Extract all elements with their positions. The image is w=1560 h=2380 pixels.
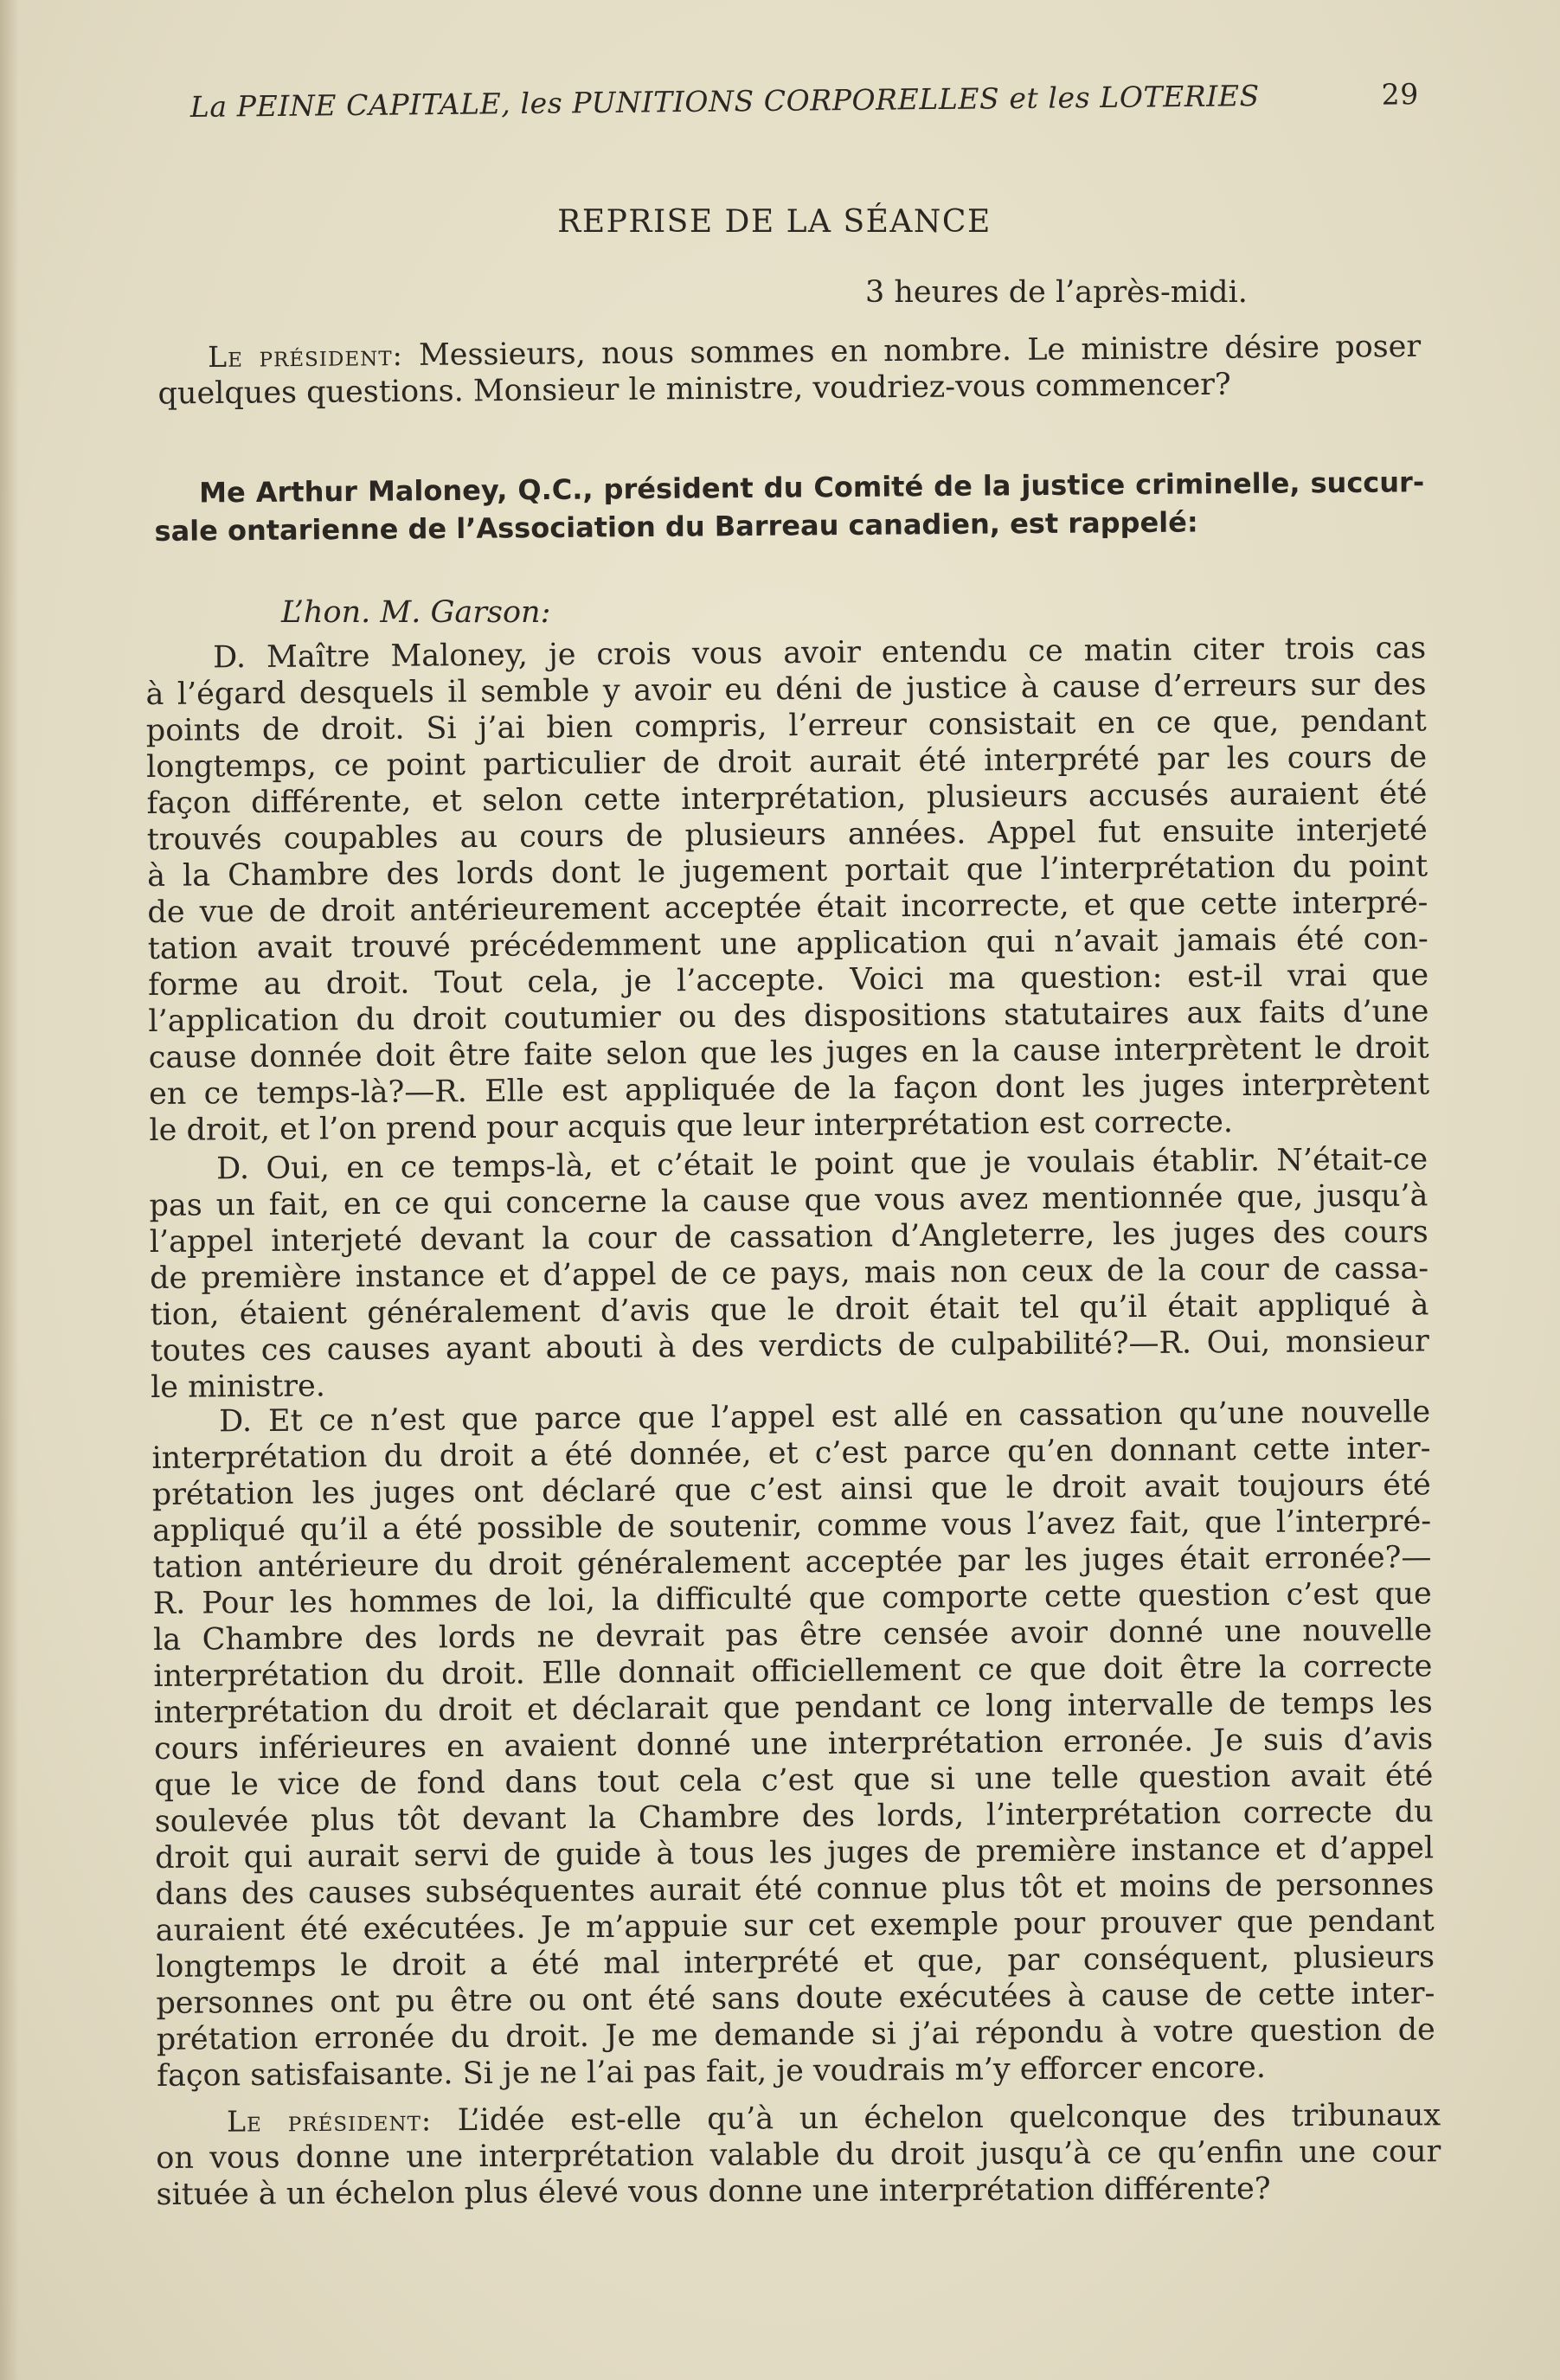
speaker-label: Le président: <box>227 2103 433 2139</box>
text-line: interprétation du droit. Elle donnait officiellement ce que doit être la correcte <box>153 1649 1433 1694</box>
text-line: D. Et ce n’est que parce que l’appel est allé en cassation qu’une nouvelle <box>219 1395 1431 1440</box>
text-line: cause donnée doit être faite selon que les juges en la cause interprètent le droit <box>148 1030 1429 1075</box>
page-edge-shadow <box>0 0 19 2380</box>
text-line: la Chambre des lords ne devrait pas être censée avoir donné une nouvelle <box>152 1613 1433 1658</box>
paragraph-3 <box>151 1394 1435 2095</box>
paragraph-2 <box>149 1141 1429 1406</box>
text-line: sale ontarienne de l’Association du Barreau canadien, est rappelé: <box>154 505 1198 548</box>
text-line: on vous donne une interprétation valable du droit jusqu’à ce qu’enfin une cour <box>156 2134 1441 2176</box>
text-line: appliqué qu’il a été possible de soutenir, comme vous l’avez fait, que l’interpré- <box>151 1504 1432 1549</box>
text-line: façon satisfaisante. Si je ne l’ai pas fait, je voudrais m’y efforcer encore. <box>156 2050 1267 2094</box>
text-line: soulevée plus tôt devant la Chambre des lords, l’interprétation correcte du <box>154 1794 1434 1839</box>
text-line: de vue de droit antérieurement acceptée était incorrecte, et que cette interpré- <box>147 885 1428 930</box>
text-line: trouvés coupables au cours de plusieurs années. Appel fut ensuite interjeté <box>146 812 1428 857</box>
text-line: l’application du droit coutumier ou des dispositions statutaires aux faits d’une <box>148 994 1429 1039</box>
text-line: façon différente, et selon cette interprétation, plusieurs accusés auraient été <box>146 776 1428 821</box>
text-line: tation avait trouvé précédemment une application qui n’avait jamais été con- <box>147 921 1428 966</box>
text-line: dans des causes subséquentes aurait été connue plus tôt et moins de personnes <box>155 1867 1435 1912</box>
text-line: Le président: Messieurs, nous sommes en nombre. Le ministre désire poser <box>208 329 1422 374</box>
text-line: à l’égard desquels il semble y avoir eu déni de justice à cause d’erreurs sur des <box>145 667 1427 712</box>
text-line: interprétation du droit a été donnée, et c’est parce qu’en donnant cette inter- <box>151 1431 1431 1476</box>
text-line: de première instance et d’appel de ce pays, mais non ceux de la cour de cassa- <box>149 1251 1429 1296</box>
text-line: prétation les juges ont déclaré que c’est ainsi que le droit avait toujours été <box>151 1467 1431 1512</box>
text-line: Me Arthur Maloney, Q.C., président du Comité de la justice criminelle, succur- <box>199 465 1425 510</box>
text-line: que le vice de fond dans tout cela c’est que si une telle question avait été <box>154 1758 1434 1803</box>
text-line: D. Oui, en ce temps-là, et c’était le point que je voulais établir. N’était-ce <box>216 1142 1428 1187</box>
text-line: personnes ont pu être ou ont été sans doute exécutées à cause de cette inter- <box>156 1976 1435 2021</box>
text-line: tion, étaient généralement d’avis que le droit était tel qu’il était appliqué à <box>150 1287 1429 1332</box>
paragraph-1 <box>145 630 1430 1149</box>
text-line: le droit, et l’on prend pour acquis que leur interprétation est correcte. <box>149 1105 1234 1148</box>
text-line: Le président: L’idée est-elle qu’à un échelon quelconque des tribunaux <box>227 2098 1441 2139</box>
text-line: longtemps le droit a été mal interprété et que, par conséquent, plusieurs <box>155 1940 1435 1985</box>
text-line: quelques questions. Monsieur le ministre, voudriez-vous commencer? <box>157 367 1231 412</box>
page-number: 29 <box>1381 77 1420 112</box>
text-line: toutes ces causes ayant abouti à des verdicts de culpabilité?—R. Oui, monsieur <box>150 1324 1429 1369</box>
speaker-name: L’hon. M. Garson: <box>281 595 551 630</box>
text-line: points de droit. Si j’ai bien compris, l’erreur consistait en ce que, pendant <box>145 703 1427 748</box>
text-line: forme au droit. Tout cela, je l’accepte. Voici ma question: est-il vrai que <box>147 958 1429 1003</box>
text-line: tation antérieure du droit généralement acceptée par les juges était erronée?— <box>152 1540 1432 1585</box>
section-heading: REPRISE DE LA SÉANCE <box>557 204 992 240</box>
text-line: D. Maître Maloney, je crois vous avoir entendu ce matin citer trois cas <box>213 631 1427 676</box>
president-intro <box>157 329 1422 412</box>
text-line: interprétation du droit et déclarait que pendant ce long intervalle de temps les <box>153 1685 1433 1730</box>
text-line: le ministre. <box>150 1369 326 1405</box>
president-question <box>156 2097 1441 2213</box>
running-head-title: La PEINE CAPITALE, les PUNITIONS CORPORELLES et les LOTERIES <box>189 79 1260 124</box>
text-line: longtemps, ce point particulier de droit aurait été interprété par les cours de <box>145 740 1428 785</box>
text-line: prétation erronée du droit. Je me demande si j’ai répondu à votre question de <box>156 2012 1435 2057</box>
speaker-label: Le président: <box>208 338 403 374</box>
text-line: pas un fait, en ce qui concerne la cause que vous avez mentionnée que, jusqu’à <box>149 1178 1428 1223</box>
text-line: située à un échelon plus élevé vous donne une interprétation différente? <box>156 2172 1271 2212</box>
witness-recalled-note <box>154 463 1425 550</box>
text-line: droit qui aurait servi de guide à tous les juges de première instance et d’appel <box>154 1831 1435 1876</box>
running-head <box>190 77 1420 142</box>
text-line: auraient été exécutées. Je m’appuie sur cet exemple pour prouver que pendant <box>155 1903 1435 1948</box>
time-note: 3 heures de l’après-midi. <box>865 275 1248 310</box>
text-line: en ce temps-là?—R. Elle est appliquée de la façon dont les juges interprètent <box>148 1067 1430 1112</box>
text-line: cours inférieures en avaient donné une interprétation erronée. Je suis d’avis <box>153 1722 1434 1767</box>
text-line: à la Chambre des lords dont le jugement portait que l’interprétation du point <box>146 849 1428 894</box>
text-line: R. Pour les hommes de loi, la difficulté que comporte cette question c’est que <box>152 1576 1432 1621</box>
text-line: l’appel interjeté devant la cour de cassation d’Angleterre, les juges des cours <box>149 1215 1428 1260</box>
